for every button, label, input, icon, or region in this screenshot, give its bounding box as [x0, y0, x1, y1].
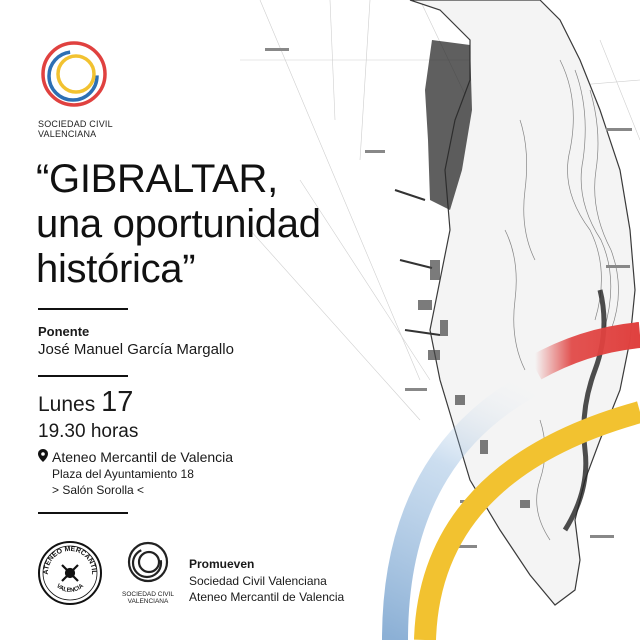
- title-line-2: una oportunidad: [36, 202, 321, 246]
- title-line-3: histórica”: [36, 247, 196, 291]
- brand-name: [38, 119, 118, 139]
- csv-small-logo: [122, 540, 174, 605]
- divider: [38, 375, 128, 377]
- venue-room: > Salón Sorolla <: [52, 483, 145, 497]
- divider: [38, 512, 128, 514]
- brand-name-line2: VALENCIANA: [38, 129, 97, 139]
- promoter-1: Sociedad Civil Valenciana: [189, 574, 327, 588]
- event-title: [36, 157, 321, 292]
- speaker-label: Ponente: [38, 324, 90, 339]
- day-word: Lunes: [38, 393, 96, 416]
- csv-logo-line2: VALENCIANA: [127, 598, 169, 605]
- csv-logo-text: [122, 591, 174, 605]
- speaker-name: José Manuel García Margallo: [38, 341, 234, 358]
- seal-bottom-text: VALENCIA: [55, 583, 85, 595]
- title-line-1: “GIBRALTAR,: [36, 157, 278, 201]
- event-venue: [38, 449, 233, 465]
- venue-name: Ateneo Mercantil de Valencia: [52, 449, 234, 465]
- divider: [38, 308, 128, 310]
- csv-rings-icon: [126, 540, 170, 584]
- brand-name-line1: SOCIEDAD CIVIL: [38, 119, 113, 129]
- promoters-label: Promueven: [189, 557, 255, 571]
- brand-logo: [38, 38, 118, 139]
- brand-rings-icon: [38, 38, 110, 110]
- event-day: [38, 386, 133, 419]
- csv-logo-line1: SOCIEDAD CIVIL: [122, 591, 175, 598]
- event-time: 19.30 horas: [38, 421, 139, 442]
- promoter-2: Ateneo Mercantil de Valencia: [189, 590, 345, 604]
- location-pin-icon: [38, 449, 48, 462]
- venue-address: Plaza del Ayuntamiento 18: [52, 467, 194, 481]
- seal-top-text: ATENEO MERCANTIL: [42, 545, 98, 575]
- day-number: 17: [101, 386, 134, 418]
- ateneo-mercantil-seal: [38, 541, 102, 605]
